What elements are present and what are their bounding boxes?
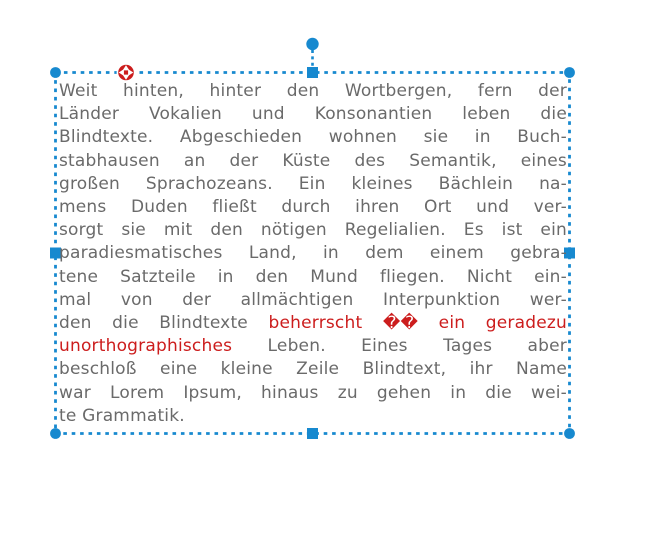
text-segment: Weit hinten, hinter den Wortbergen, fern der [59,81,567,101]
text-line [59,335,567,358]
text-line [59,312,567,335]
text-segment: Blindtexte. Abgeschieden wohnen sie in Buch- [59,127,567,148]
text-line [59,150,567,173]
text-segment: beschloß eine kleine Zeile Blindtext, ihr Name [59,359,567,380]
text-line [59,242,567,265]
text-line [59,173,567,196]
text-line [59,358,567,381]
text-segment: beherrscht �� ein geradezu [268,313,567,334]
text-line [59,196,567,219]
text-line [59,103,567,126]
text-segment: Leben. Eines Tages aber [232,336,567,357]
text-line [59,405,567,428]
text-line [59,382,567,405]
text-line [59,289,567,312]
text-segment: te Grammatik. [59,405,185,426]
text-line [59,80,567,103]
text-segment: Länder Vokalien und Konsonantien leben die [59,104,567,125]
text-segment: sorgt sie mit den nötigen Regelialien. Es ist ein [59,220,567,241]
text-segment: mal von der allmächtigen Interpunktion wer- [59,289,567,310]
text-segment: war Lorem Ipsum, hinaus zu gehen in die wei- [59,382,567,403]
text-segment: großen Sprachozeans. Ein kleines Bächlein na- [59,173,567,194]
text-line [59,126,567,149]
text-segment: unorthographisches [59,336,233,357]
text-line [59,219,567,242]
move-icon[interactable] [117,64,134,81]
text-segment: tene Satzteile in den Mund fliegen. Nicht ein- [59,266,567,287]
text-segment: stabhausen an der Küste des Semantik, eines [59,150,567,171]
text-line [59,266,567,289]
handle-top-middle[interactable] [307,67,318,78]
handle-top-right[interactable] [564,67,575,78]
handle-bottom-middle[interactable] [307,428,318,439]
text-segment: paradiesmatisches Land, in dem einem gebra- [59,243,567,264]
rotation-handle[interactable] [306,38,318,50]
handle-bottom-right[interactable] [564,428,575,439]
text-segment: den die Blindtexte [59,313,269,334]
handle-top-left[interactable] [50,67,61,78]
handle-bottom-left[interactable] [50,428,61,439]
text-segment: mens Duden fließt durch ihren Ort und ver- [59,197,567,218]
text-frame-content[interactable] [59,80,567,428]
